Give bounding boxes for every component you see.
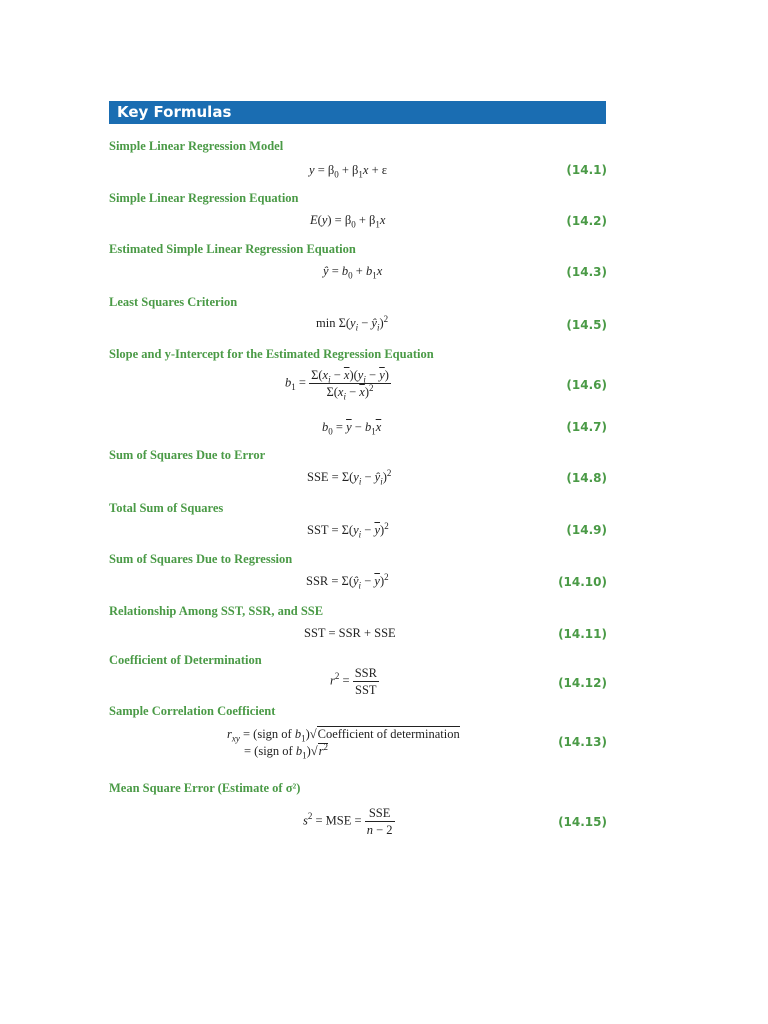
formula-14-7: $b_0 = \overline{y} - b_1\overline{x}$ (322, 420, 382, 437)
equation-number: (14.5) (566, 318, 607, 332)
page-title: Key Formulas (117, 103, 232, 121)
section-heading: Total Sum of Squares (109, 501, 224, 515)
formula-14-6: $b_1$ = $\frac{\Sigma(x_i - \overline{x})(y_i - \overline{y})}{\Sigma(x_i - \overline{x})^2}$ (285, 368, 389, 402)
equation-number: (14.7) (566, 420, 607, 434)
formula-14-10: SSR = $\Sigma(ŷ_i - \overline{y})^2$ (306, 571, 389, 591)
formula-14-2: $E(y) = \beta_0 + \beta_1x$ (310, 213, 386, 230)
key-formulas-banner (109, 101, 606, 124)
formula-14-9: SST = $\Sigma(y_i - \overline{y})^2$ (307, 520, 389, 540)
section-heading: Mean Square Error (Estimate of σ²) (109, 781, 301, 795)
section-heading: Relationship Among SST, SSR, and SSE (109, 604, 324, 618)
section-heading: Simple Linear Regression Model (109, 139, 284, 153)
equation-number: (14.2) (566, 214, 607, 228)
formula-14-15: $s^2$ = MSE = $\frac{\text{SSE}}{n - 2}$ (303, 806, 393, 837)
section-heading: Least Squares Criterion (109, 295, 238, 309)
equation-number: (14.1) (566, 163, 607, 177)
formula-14-5: $\min \Sigma(y_i$ − $ŷ_i)^2$ (316, 313, 389, 333)
equation-number: (14.11) (558, 627, 607, 641)
section-heading: Sample Correlation Coefficient (109, 704, 276, 718)
section-heading: Sum of Squares Due to Error (109, 448, 266, 462)
equation-number: (14.6) (566, 378, 607, 392)
equation-number: (14.8) (566, 471, 607, 485)
section-heading: Slope and y-Intercept for the Estimated Regression Equation (109, 347, 434, 361)
section-heading: Simple Linear Regression Equation (109, 191, 299, 205)
section-heading: Coefficient of Determination (109, 653, 262, 667)
formula-14-13a: $r_{xy}$ = (sign of $b_1)√Coefficient$ of determination (227, 727, 460, 744)
formula-14-1: $y = \beta_0 + \beta_1x + \varepsilon$ (309, 163, 388, 180)
equation-number: (14.9) (566, 523, 607, 537)
formula-14-12: $r^2$ = $\frac{\text{SSR}}{\text{SST}}$ (330, 666, 377, 697)
section-heading: Estimated Simple Linear Regression Equation (109, 242, 356, 256)
formula-14-3: ŷ = $b_0 + b_1x$ (323, 264, 383, 281)
equation-number: (14.12) (558, 676, 607, 690)
equation-number: (14.15) (558, 815, 607, 829)
formula-14-13b: = (sign of $b_1)√r^2$ (244, 741, 328, 761)
formula-14-8: SSE = $\Sigma(y_i$ − $ŷ_i)^2$ (307, 467, 392, 487)
equation-number: (14.13) (558, 735, 607, 749)
equation-number: (14.10) (558, 575, 607, 589)
formula-14-11: SST = SSR + SSE (304, 626, 396, 640)
section-heading: Sum of Squares Due to Regression (109, 552, 293, 566)
equation-number: (14.3) (566, 265, 607, 279)
